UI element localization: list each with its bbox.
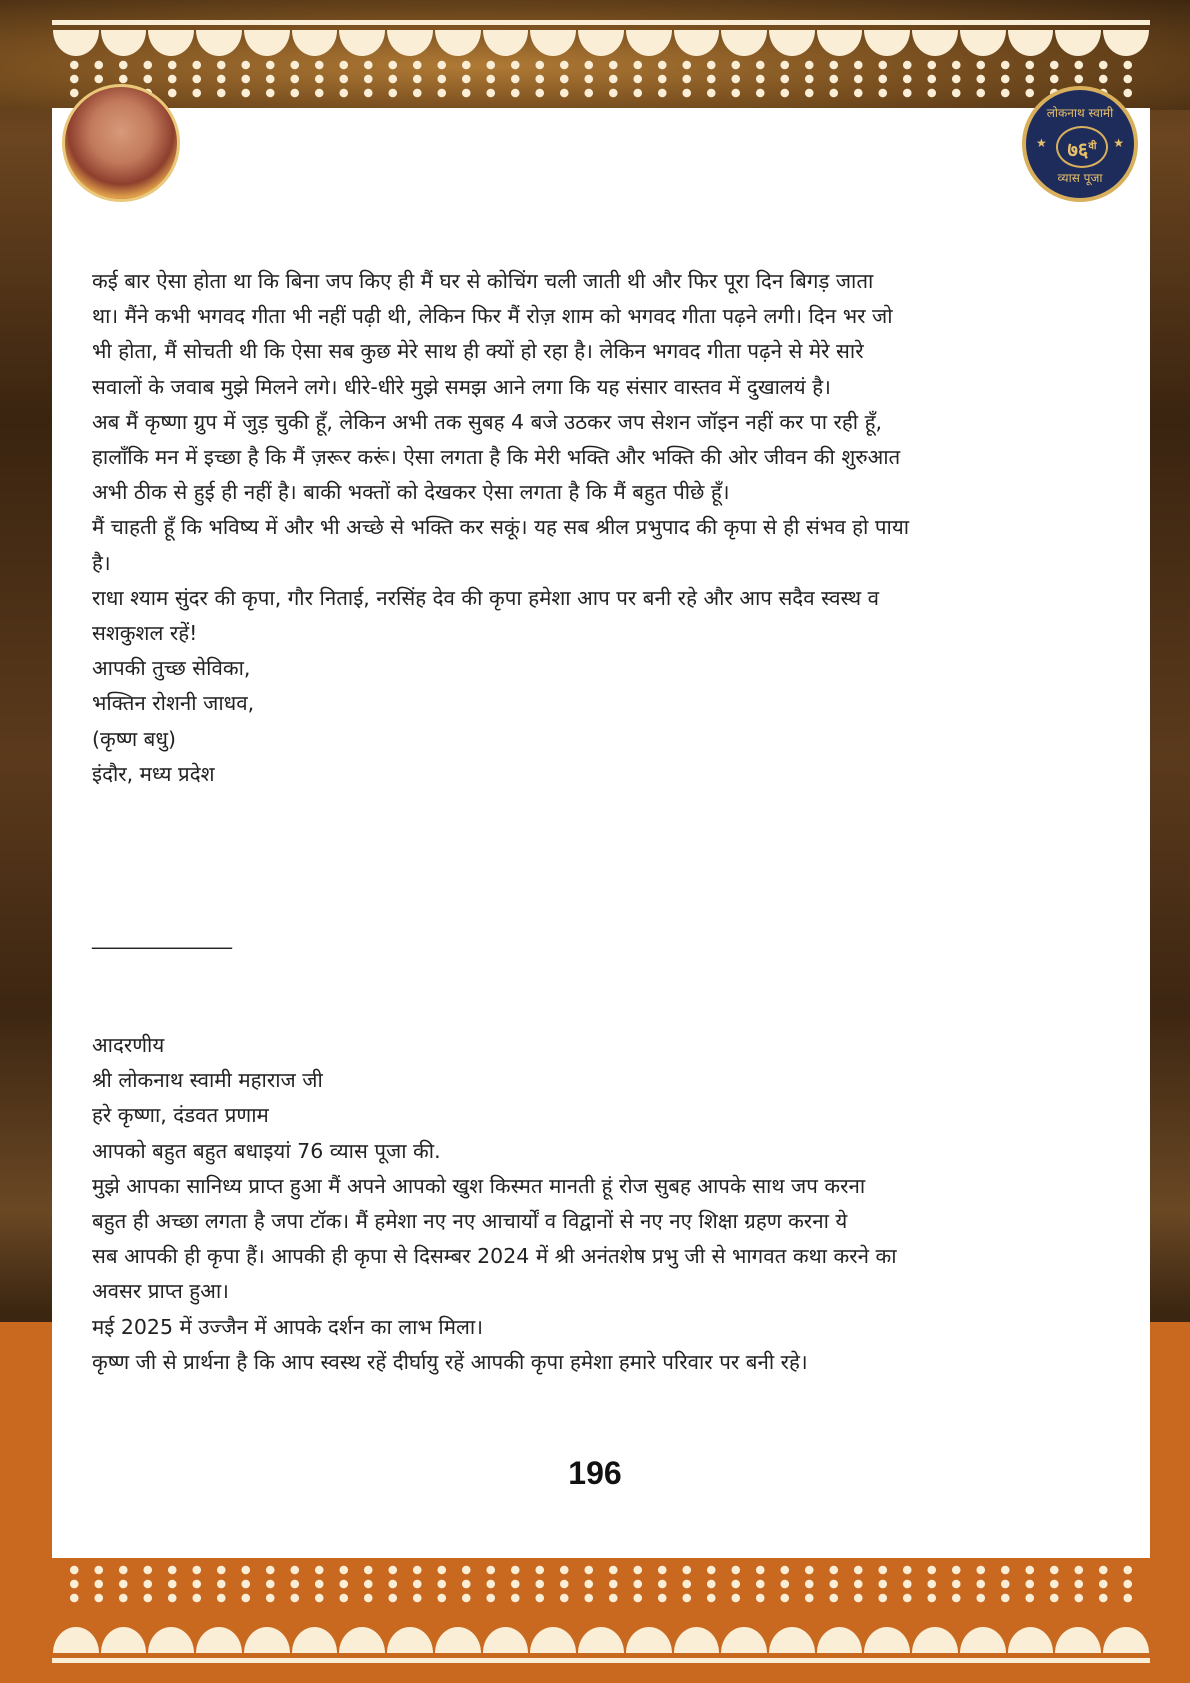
text-line: हालाँकि मन में इच्छा है कि मैं ज़रूर करूं। ऐसा लगता है कि मेरी भक्ति और भक्ति की ओर जीवन की शुरुआत: [92, 445, 901, 470]
bottom-dot-border: [62, 1563, 1142, 1603]
signature-group: (कृष्ण बधु): [92, 726, 176, 751]
signature-location: इंदौर, मध्य प्रदेश: [92, 761, 215, 786]
guru-portrait-avatar: [62, 84, 180, 202]
logo-top-text: लोकनाथ स्वामी: [1046, 106, 1114, 120]
text-line: अब मैं कृष्णा ग्रुप में जुड़ चुकी हूँ, लेकिन अभी तक सुबह 4 बजे उठकर जप सेशन जॉइन नहीं कर पा रही हूँ,: [92, 409, 883, 434]
text-line: भी होता, मैं सोचती थी कि ऐसा सब कुछ मेरे साथ ही क्यों हो रहा है। लेकिन भगवद गीता पढ़ने से मेरे सारे: [92, 339, 864, 364]
greeting: हरे कृष्णा, दंडवत प्रणाम: [92, 1103, 269, 1128]
closing-line: आपकी तुच्छ सेविका,: [92, 656, 251, 681]
addressee: श्री लोकनाथ स्वामी महाराज जी: [92, 1068, 323, 1093]
vyasa-puja-logo: [1022, 86, 1138, 202]
bottom-border-rule: [52, 1658, 1150, 1663]
top-dot-border: [62, 58, 1142, 98]
text-line: अभी ठीक से हुई ही नहीं है। बाकी भक्तों को देखकर ऐसा लगता है कि मैं बहुत पीछे हूँ।: [92, 480, 730, 505]
page-number: 196: [568, 1455, 622, 1491]
bottom-scallop-border: [52, 1627, 1150, 1653]
text-line: अवसर प्राप्त हुआ।: [92, 1279, 229, 1304]
star-icon: ★: [1113, 136, 1124, 150]
text-line: मैं चाहती हूँ कि भविष्य में और भी अच्छे से भक्ति कर सकूं। यह सब श्रील प्रभुपाद की कृपा से ही संभव हो पाया: [92, 515, 910, 540]
text-line: सवालों के जवाब मुझे मिलने लगे। धीरे-धीरे मुझे समझ आने लगा कि यह संसार वास्तव में दुखालयं है।: [92, 374, 831, 399]
text-line: राधा श्याम सुंदर की कृपा, गौर निताई, नरसिंह देव की कृपा हमेशा आप पर बनी रहे और आप सदैव स्वस्थ व: [92, 585, 880, 610]
text-line: था। मैंने कभी भगवद गीता भी नहीं पढ़ी थी, लेकिन फिर मैं रोज़ शाम को भगवद गीता पढ़ने लगी। दिन भर जो: [92, 304, 893, 329]
text-line: बहुत ही अच्छा लगता है जपा टॉक। मैं हमेशा नए नए आचार्यों व विद्वानों से नए नए शिक्षा ग्रहण करना ये: [92, 1209, 848, 1234]
text-line: सशकुशल रहें!: [92, 621, 198, 646]
signature-name: भक्तिन रोशनी जाधव,: [92, 691, 255, 716]
logo-number: [1056, 126, 1108, 168]
text-line: है।: [92, 550, 111, 575]
salutation: आदरणीय: [92, 1033, 165, 1057]
letter-two: [92, 1028, 1102, 1380]
star-icon: ★: [1036, 136, 1047, 150]
top-border-rule: [52, 20, 1150, 25]
text-line: मई 2025 में उज्जैन में आपके दर्शन का लाभ मिला।: [92, 1314, 483, 1339]
letter-one: [92, 264, 1102, 792]
logo-number-text: ७६: [1067, 137, 1089, 162]
text-line: कई बार ऐसा होता था कि बिना जप किए ही मैं घर से कोचिंग चली जाती थी और फिर पूरा दिन बिगड़ जाता: [92, 269, 874, 293]
section-separator: ______________: [92, 925, 232, 949]
text-line: कृष्ण जी से प्रार्थना है कि आप स्वस्थ रहें दीर्घायु रहें आपकी कृपा हमेशा हमारे परिवार पर बनी रहे।: [92, 1349, 808, 1374]
top-scallop-border: [52, 30, 1150, 56]
text-line: आपको बहुत बहुत बधाइयां 76 व्यास पूजा की.: [92, 1138, 441, 1163]
text-line: सब आपकी ही कृपा हैं। आपकी ही कृपा से दिसम्बर 2024 में श्री अनंतशेष प्रभु जी से भागवत कथा करने का: [92, 1244, 897, 1269]
logo-suffix: वी: [1088, 141, 1097, 152]
text-line: मुझे आपका सानिध्य प्राप्त हुआ मैं अपने आपको खुश किस्मत मानती हूं रोज सुबह आपके साथ जप करना: [92, 1173, 866, 1198]
logo-bottom-text: व्यास पूजा: [1057, 171, 1103, 185]
